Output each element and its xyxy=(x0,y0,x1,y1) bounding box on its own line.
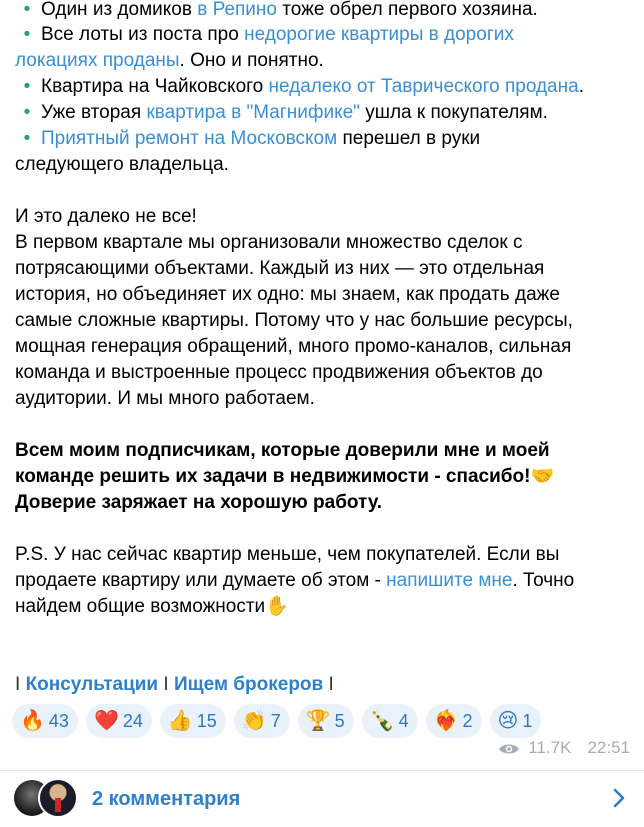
reaction-count: 24 xyxy=(122,710,143,731)
heart-on-fire-icon: ❤️‍🔥 xyxy=(433,710,459,732)
reaction-cry[interactable] xyxy=(490,704,542,738)
reaction-thumbs-up[interactable] xyxy=(160,704,226,738)
reaction-count: 43 xyxy=(48,710,69,731)
bullet-dot: • xyxy=(23,102,31,123)
reaction-heart-on-fire[interactable] xyxy=(426,704,482,738)
message-time: 22:51 xyxy=(587,738,630,757)
link-tavrichesky[interactable]: недалеко от Таврического продана xyxy=(268,76,579,97)
text-line: И это далеко не все! xyxy=(15,206,197,227)
bullet-dot: • xyxy=(23,0,31,20)
text-line: самые сложные квартиры. Потому что у нас большие ресурсы, xyxy=(15,310,573,331)
ps-line: найдем общие возможности✋ xyxy=(15,596,289,617)
champagne-icon: 🍾 xyxy=(369,710,395,732)
bullet-dot: • xyxy=(23,76,31,97)
comments-count-label: 2 комментария xyxy=(92,788,241,810)
text-line: мощная генерация обращений, много промо-каналов, сильная xyxy=(15,336,572,357)
heart-icon: ❤️ xyxy=(93,710,119,732)
reaction-count: 1 xyxy=(522,710,533,731)
text-line: потрясающими объектами. Каждый из них — это отдельная xyxy=(15,258,545,279)
link-repino[interactable]: в Репино xyxy=(197,0,277,20)
crying-face-icon: 😢 xyxy=(497,710,519,732)
reaction-heart[interactable] xyxy=(86,704,152,738)
reaction-fire[interactable] xyxy=(12,704,78,738)
ps-line: продаете квартиру или думаете об этом - напишите мне. Точно xyxy=(15,570,575,591)
link-consultations[interactable]: Консультации xyxy=(25,674,159,695)
bullet-item-cheap-flats-cont: локациях проданы. Оно и понятно. xyxy=(15,50,324,71)
text-line: история, но объединяет их одно: мы знаем, как продать даже xyxy=(15,284,560,305)
link-brokers[interactable]: Ищем брокеров xyxy=(173,674,324,695)
view-count: 11.7K xyxy=(528,738,572,757)
reaction-count: 15 xyxy=(196,710,217,731)
text-line: аудитории. И мы много работаем. xyxy=(15,388,315,409)
links-line: I Консультации I Ищем брокеров I xyxy=(15,674,334,695)
link-cheap-flats-cont[interactable]: локациях проданы xyxy=(15,50,180,71)
ps-line: P.S. У нас сейчас квартир меньше, чем покупателей. Если вы xyxy=(15,544,560,565)
reaction-count: 5 xyxy=(334,710,345,731)
chevron-right-icon xyxy=(612,787,626,814)
reaction-champagne[interactable] xyxy=(362,704,418,738)
reaction-count: 2 xyxy=(462,710,473,731)
message-meta xyxy=(498,738,630,758)
clap-icon: 👏 xyxy=(241,710,267,732)
eye-icon xyxy=(498,741,520,755)
bold-text-line: Доверие заряжает на хорошую работу. xyxy=(15,492,383,513)
reaction-trophy[interactable] xyxy=(298,704,354,738)
fire-icon: 🔥 xyxy=(20,710,45,732)
avatar xyxy=(38,778,78,818)
comments-bar[interactable] xyxy=(0,770,644,827)
text-line: команда и выстроенные процесс продвижения объектов до xyxy=(15,362,543,383)
bullet-item-tchaikovsky: • Квартира на Чайковского недалеко от Таврического продана. xyxy=(15,74,584,100)
link-cheap-flats[interactable]: недорогие квартиры в дорогих xyxy=(244,24,514,45)
reactions-bar xyxy=(12,704,541,738)
bullet-item-repino: • Один из домиков в Репино тоже обрел первого хозяина. xyxy=(15,0,538,23)
bullet-item-magnifik: • Уже вторая квартира в "Магнифике" ушла к покупателям. xyxy=(15,100,548,126)
bullet-dot: • xyxy=(23,24,31,45)
bullet-dot: • xyxy=(23,128,31,149)
link-moskovsky[interactable]: Приятный ремонт на Московском xyxy=(41,128,338,149)
reaction-count: 7 xyxy=(270,710,281,731)
text-line: В первом квартале мы организовали множество сделок с xyxy=(15,232,523,253)
reaction-count: 4 xyxy=(398,710,409,731)
bold-text-line: Всем моим подписчикам, которые доверили мне и моей xyxy=(15,440,550,461)
bullet-item-moskovsky: • Приятный ремонт на Московском перешел в руки xyxy=(15,126,480,152)
bold-text-line: команде решить их задачи в недвижимости - спасибо!🤝 xyxy=(15,466,555,487)
text-line: следующего владельца. xyxy=(15,154,229,175)
thumbs-up-icon: 👍 xyxy=(167,710,193,732)
bullet-item-cheap-flats: • Все лоты из поста про недорогие квартиры в дорогих xyxy=(15,22,514,48)
link-write-me[interactable]: напишите мне xyxy=(386,570,513,591)
trophy-icon: 🏆 xyxy=(305,710,331,732)
reaction-clap[interactable] xyxy=(234,704,290,738)
link-magnifik[interactable]: квартира в "Магнифике" xyxy=(146,102,360,123)
